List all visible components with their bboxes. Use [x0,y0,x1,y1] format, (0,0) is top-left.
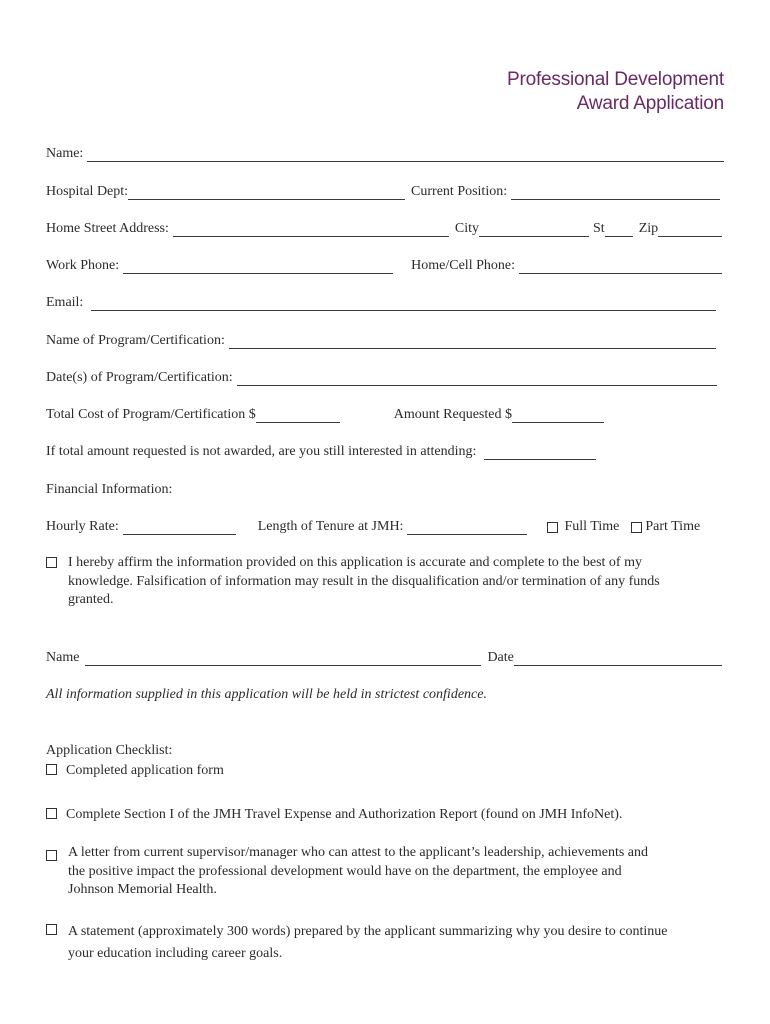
checklist-item-4-line-2: your education including career goals. [68,946,283,961]
signature-name-label: Name [46,650,80,665]
checklist-item-2-label: Complete Section I of the JMH Travel Expense and Authorization Report (found on JMH InfoNet). [66,807,623,822]
affirmation [46,554,736,610]
checklist-item-3-checkbox[interactable] [46,850,57,861]
financial-info-row [46,478,724,498]
total-cost-field[interactable] [256,408,340,423]
dept-position-row [46,180,724,200]
current-position-label: Current Position: [411,184,508,199]
email-label: Email: [46,295,84,310]
form-title [507,68,724,116]
program-name-label: Name of Program/Certification: [46,333,225,348]
signature-date-field[interactable] [514,651,722,666]
hospital-dept-field[interactable] [128,185,405,200]
work-phone-label: Work Phone: [46,258,120,273]
still-interested-label: If total amount requested is not awarded, are you still interested in attending: [46,444,477,459]
checklist-item-4-checkbox[interactable] [46,924,57,935]
amount-requested-label: Amount Requested $ [393,407,512,422]
email-row [46,291,724,311]
name-row [46,142,724,162]
city-field[interactable] [479,222,589,237]
address-row [46,217,724,237]
form-title-line-1: Professional Development [507,69,724,90]
tenure-label: Length of Tenure at JMH: [257,519,404,534]
full-time-checkbox[interactable] [547,522,558,533]
tenure-field[interactable] [407,520,527,535]
home-street-address-label: Home Street Address: [46,221,169,236]
checklist-item-2 [46,806,736,825]
amount-requested-field[interactable] [512,408,604,423]
full-time-label: Full Time [564,519,620,534]
program-name-row [46,329,724,349]
home-street-address-field[interactable] [173,222,449,237]
checklist-item-3-line-3: Johnson Memorial Health. [68,882,217,897]
affirmation-checkbox[interactable] [46,557,57,568]
signature-row [46,646,724,666]
affirmation-line-3: granted. [68,592,114,607]
zip-field[interactable] [658,222,722,237]
checklist-item-1 [46,762,736,781]
program-name-field[interactable] [229,334,716,349]
part-time-label: Part Time [645,519,701,534]
zip-label: Zip [638,221,659,236]
name-field[interactable] [87,147,724,162]
checklist-item-1-label: Completed application form [66,763,224,778]
work-phone-field[interactable] [123,259,393,274]
program-dates-field[interactable] [237,371,717,386]
hourly-rate-field[interactable] [123,520,236,535]
state-label: St [593,221,605,236]
checklist-item-4-line-1: A statement (approximately 300 words) prepared by the applicant summarizing why you desire to continue [68,924,668,939]
program-dates-label: Date(s) of Program/Certification: [46,370,233,385]
total-cost-label: Total Cost of Program/Certification $ [46,407,256,422]
still-interested-field[interactable] [484,445,596,460]
hospital-dept-label: Hospital Dept: [46,184,129,199]
cost-row [46,403,724,423]
city-label: City [454,221,479,236]
checklist-item-3 [46,844,746,900]
signature-name-field[interactable] [85,651,481,666]
checklist-item-2-checkbox[interactable] [46,808,57,819]
program-dates-row [46,366,724,386]
affirmation-line-2: knowledge. Falsification of information may result in the disqualification and/or termination of any funds [68,573,660,589]
checklist-item-4 [46,921,746,965]
email-field[interactable] [91,296,716,311]
confidentiality-row [46,683,724,703]
affirmation-line-1: I hereby affirm the information provided on this application is accurate and complete to the best of my [68,555,642,570]
phone-row [46,254,724,274]
form-title-line-2: Award Application [576,93,724,114]
home-cell-phone-field[interactable] [519,259,722,274]
checklist-heading-row [46,739,724,759]
hourly-rate-label: Hourly Rate: [46,519,119,534]
checklist-heading: Application Checklist: [46,743,173,758]
signature-date-label: Date [487,650,514,665]
state-field[interactable] [605,222,633,237]
confidentiality-note: All information supplied in this application will be held in strictest confidence. [46,687,487,702]
still-interested-row [46,440,724,460]
current-position-field[interactable] [511,185,720,200]
name-label: Name: [46,146,84,161]
checklist-item-3-line-2: the positive impact the professional development would have on the department, the employee and [68,863,622,879]
financial-info-label: Financial Information: [46,482,173,497]
checklist-item-1-checkbox[interactable] [46,764,57,775]
home-cell-phone-label: Home/Cell Phone: [411,258,515,273]
checklist-item-3-line-1: A letter from current supervisor/manager who can attest to the applicant’s leadership, achievements and [68,845,649,860]
part-time-checkbox[interactable] [631,522,642,533]
employment-row [46,515,724,535]
